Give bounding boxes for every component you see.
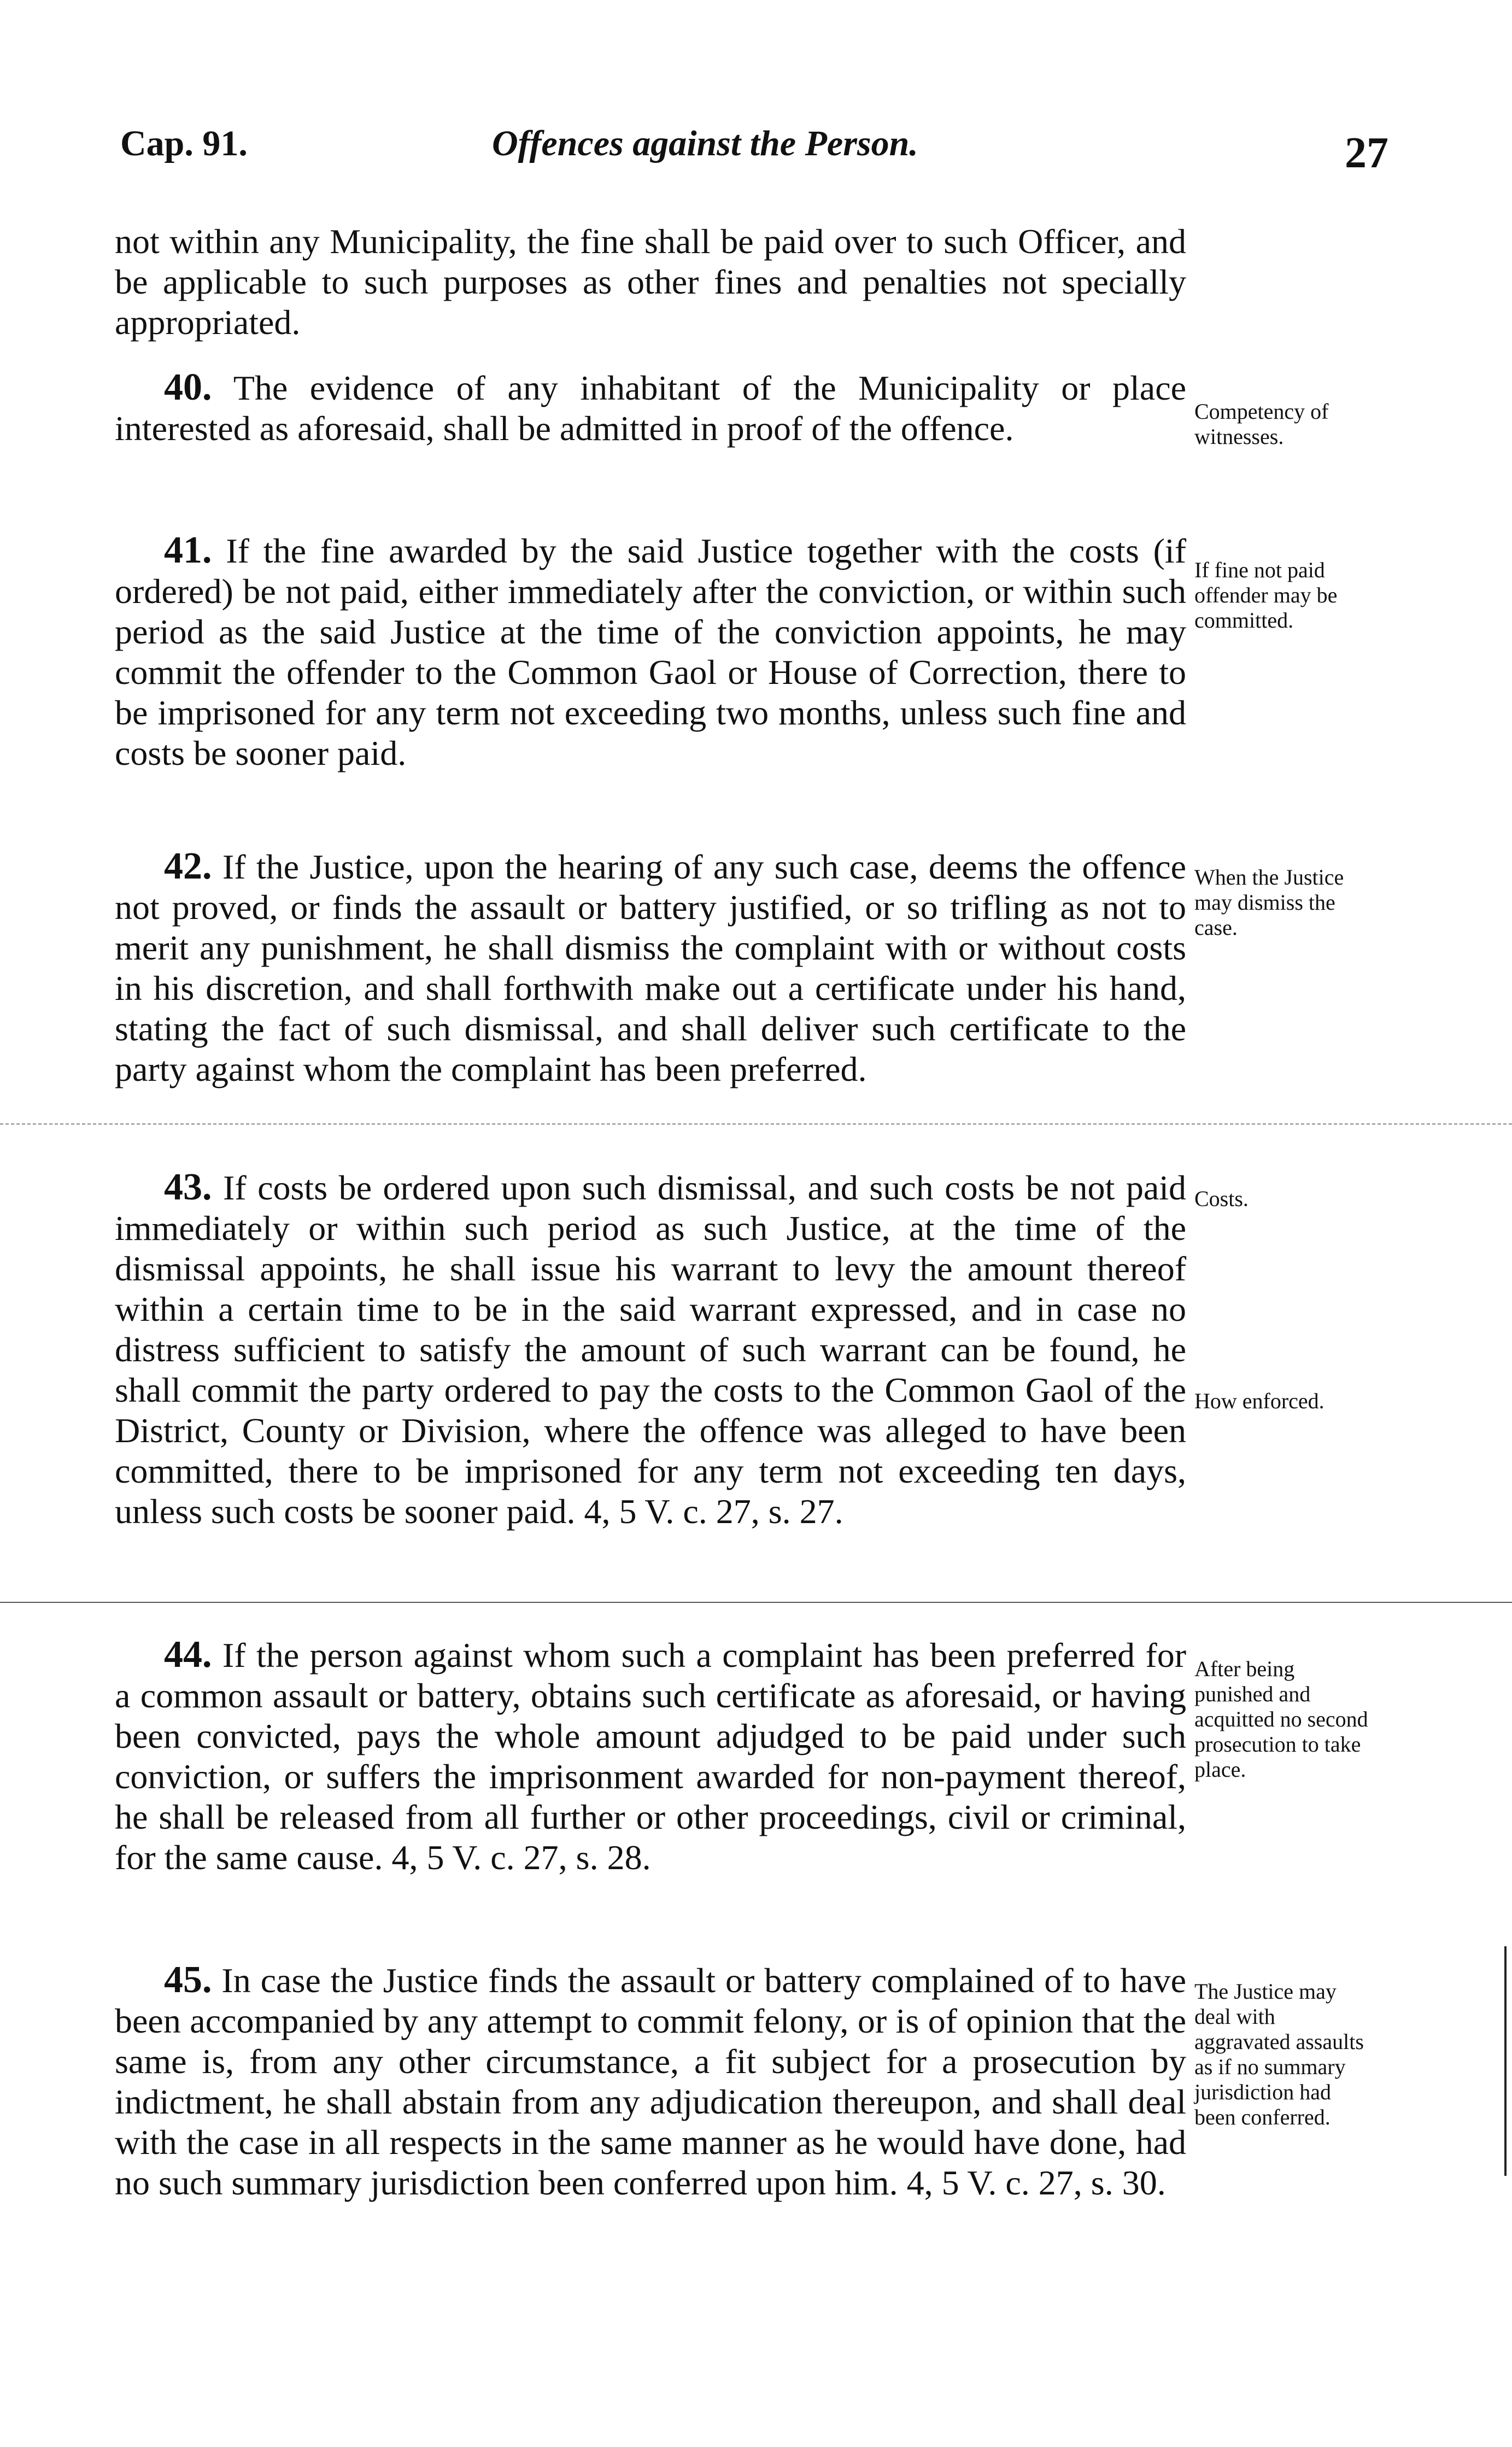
- section-41: [115, 530, 1186, 774]
- paragraph-text: The evidence of any inhabitant of the Municipality or place interested as aforesaid, shall be admitted in proof of the offence.: [115, 368, 1187, 448]
- section-40: [115, 367, 1186, 449]
- page-header: [120, 123, 1388, 183]
- section-number: 44.: [164, 1634, 212, 1676]
- section-45: [115, 1960, 1186, 2203]
- page-edge-mark: [1504, 1946, 1507, 2176]
- side-note-dismiss: When the Justice may dismiss the case.: [1194, 865, 1344, 940]
- section-42: [115, 846, 1186, 1090]
- fold-line: [0, 1123, 1512, 1125]
- side-note-fine-not-paid: If fine not paid offender may be committed.: [1194, 558, 1338, 633]
- paragraph-text: In case the Justice finds the assault or battery complained of to have been accompanied by any attempt to commit felony, or is of opinion that the same is, from any other circumstance, a fit subject for a prosecution by indictment, he shall abstain from any adjudication thereupon, and shall deal with the case in all respects in the same manner as he would have done, had no such summary jurisdiction been conferred upon him. 4, 5 V. c. 27, s. 30.: [115, 1961, 1187, 2202]
- paragraph-text: If the Justice, upon the hearing of any such case, deems the offence not proved, or finds the assault or battery justified, or so trifling as not to merit any punishment, he shall dismiss the complaint with or without costs in his discretion, and shall forthwith make out a certificate under his hand, stating the fact of such dismissal, and shall deliver such certificate to the party against whom the complaint has been preferred.: [115, 847, 1186, 1088]
- section-number: 42.: [164, 845, 212, 887]
- section-44: [115, 1635, 1186, 1878]
- side-note-competency: Competency of witnesses.: [1194, 399, 1329, 449]
- fold-line: [0, 1602, 1512, 1603]
- side-note-costs: Costs.: [1194, 1186, 1249, 1211]
- paragraph-continuation: [115, 221, 1186, 343]
- running-title: Offences against the Person.: [492, 124, 918, 163]
- paragraph-text: not within any Municipality, the fine shall be paid over to such Officer, and be applicable to such purposes as other fines and penalties not specially appropriated.: [115, 222, 1186, 342]
- paragraph-text: If the person against whom such a complaint has been preferred for a common assault or battery, obtains such certificate as aforesaid, or having been convicted, pays the whole amount adjudged to be paid under such conviction, or suffers the imprisonment awarded for non-payment thereof, he shall be released from all further or other proceedings, civil or criminal, for the same cause. 4, 5 V. c. 27, s. 28.: [115, 1636, 1187, 1877]
- side-note-how-enforced: How enforced.: [1194, 1389, 1325, 1413]
- side-note-no-second-prosecution: After being punished and acquitted no second prosecution to take place.: [1194, 1656, 1368, 1782]
- side-note-aggravated-assaults: The Justice may deal with aggravated assaults as if no summary jurisdiction had been conferred.: [1194, 1979, 1364, 2129]
- paragraph-text: If costs be ordered upon such dismissal, and such costs be not paid immediately or within such period as such Justice, at the time of the dismissal appoints, he shall issue his warrant to levy the amount thereof within a certain time to be in the said warrant expressed, and in case no distress sufficient to satisfy the amount of such warrant can be found, he shall commit the party ordered to pay the costs to the Common Gaol of the District, County or Division, where the offence was alleged to have been committed, there to be imprisoned for any term not exceeding ten days, unless such costs be sooner paid. 4, 5 V. c. 27, s. 27.: [115, 1168, 1187, 1531]
- paragraph-text: If the fine awarded by the said Justice together with the costs (if ordered) be not paid, either immediately after the conviction, or within such period as the said Justice at the time of the conviction appoints, he may commit the offender to the Common Gaol or House of Correction, there to be imprisoned for any term not exceeding two months, unless such fine and costs be sooner paid.: [115, 531, 1187, 772]
- section-number: 40.: [164, 366, 212, 408]
- section-43: [115, 1167, 1186, 1532]
- section-number: 41.: [164, 529, 212, 571]
- section-number: 45.: [164, 1959, 212, 2001]
- page-number: 27: [1345, 129, 1388, 177]
- chapter-label: Cap. 91.: [120, 124, 248, 163]
- section-number: 43.: [164, 1166, 212, 1208]
